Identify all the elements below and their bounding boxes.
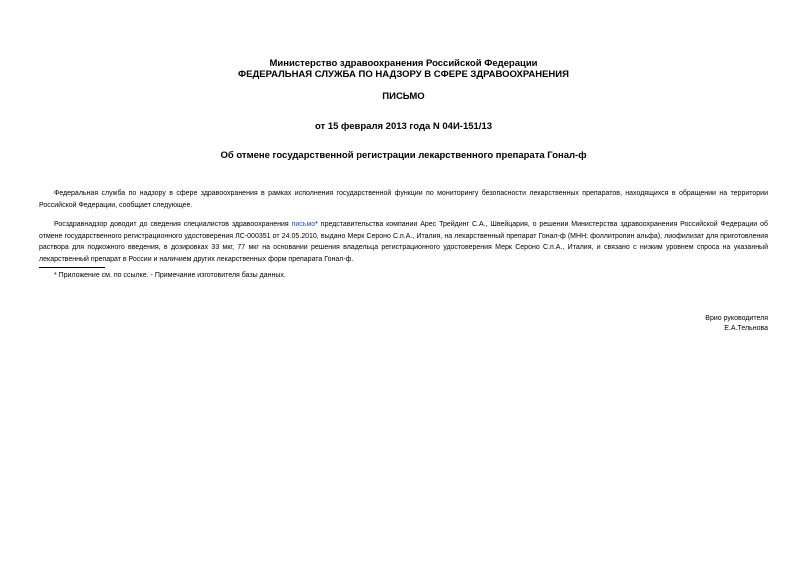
footnote-divider bbox=[39, 267, 105, 268]
letter-link[interactable]: письмо bbox=[291, 221, 316, 228]
footnote-mark: * bbox=[315, 221, 318, 228]
signature-name: Е.А.Тельнова bbox=[724, 325, 768, 332]
ministry-name: Министерство здравоохранения Российской Федерации bbox=[269, 58, 538, 69]
document-date-number: от 15 февраля 2013 года N 04И-151/13 bbox=[314, 121, 493, 132]
paragraph-main-rest: представительства компании Арес Трейдинг С.А., Швейцария, о решении Министерства здравоохранения Российской Федерации об отмене государственного регистрационного удостоверения ЛС-000351 от 24.05.2010, выдано Мерк Сероно С.п.А., Италия, на лекарственный препарат Гонал-ф (МНН: фоллитропин альфа), лиофилизат для приготовления раствора для подкожного введения, в дозировках 33 мкг, 77 мкг на основании решения владельца регистрационного удостоверения Мерк Сероно С.п.А., Италия, и связано с низким уровнем спроса на указанный лекарственный препарат в России и наличием других лекарственных форм препарата Гонал-ф. bbox=[39, 221, 768, 263]
signature-title: Врио руководителя bbox=[705, 315, 768, 322]
paragraph-main bbox=[39, 219, 768, 265]
document-subject: Об отмене государственной регистрации лекарственного препарата Гонал-ф bbox=[220, 150, 587, 161]
service-name: ФЕДЕРАЛЬНАЯ СЛУЖБА ПО НАДЗОРУ В СФЕРЕ ЗДРАВООХРАНЕНИЯ bbox=[238, 69, 569, 80]
paragraph-main-start: Росздравнадзор доводит до сведения специалистов здравоохранения bbox=[54, 221, 292, 228]
paragraph-intro: Федеральная служба по надзору в сфере здравоохранения в рамках исполнения государственной функции по мониторингу безопасности лекарственных препаратов, находящихся в обращении на территории Российской Федерации, сообщает следующее. bbox=[39, 190, 768, 209]
footnote-text: * Приложение см. по ссылке. - Примечание изготовителя базы данных. bbox=[54, 272, 286, 279]
document-type: ПИСЬМО bbox=[382, 91, 425, 102]
